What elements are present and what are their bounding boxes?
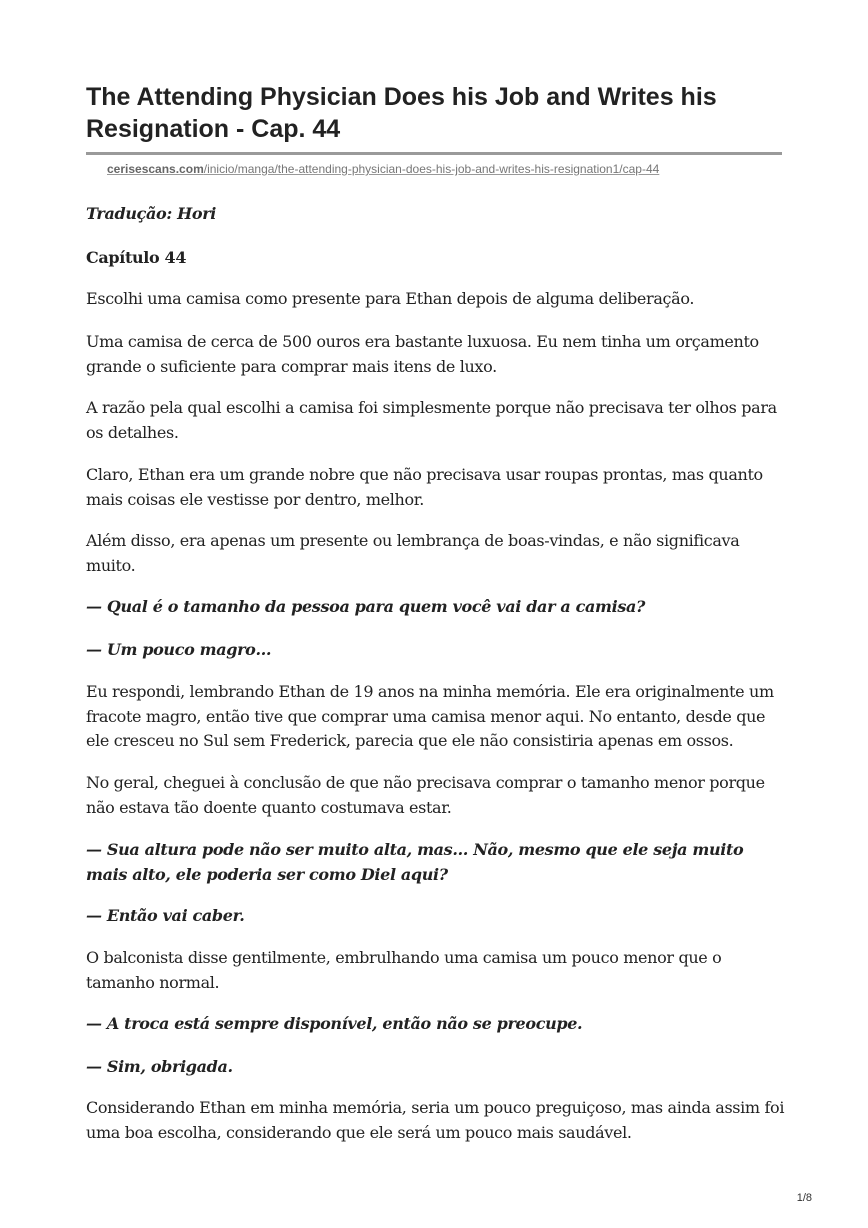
dialogue-line: — Qual é o tamanho da pessoa para quem você vai dar a camisa? — [86, 597, 646, 616]
page-number: 1/8 — [796, 1192, 812, 1204]
paragraph: No geral, cheguei à conclusão de que não precisava comprar o tamanho menor porque não estava tão doente quanto costumava estar. — [86, 773, 765, 817]
paragraph: O balconista disse gentilmente, embrulhando uma camisa um pouco menor que o tamanho normal. — [86, 948, 722, 992]
paragraph: Eu respondi, lembrando Ethan de 19 anos na minha memória. Ele era originalmente um fracote magro, então tive que comprar uma camisa menor aqui. No entanto, desde que ele cresceu no Sul sem Frederick, parecia que ele não consistiria apenas em ossos. — [86, 682, 774, 750]
source-url[interactable] — [107, 161, 659, 177]
paragraph: Claro, Ethan era um grande nobre que não precisava usar roupas prontas, mas quanto mais coisas ele vestisse por dentro, melhor. — [86, 465, 763, 509]
title-divider — [86, 152, 782, 155]
paragraph: Uma camisa de cerca de 500 ouros era bastante luxuosa. Eu nem tinha um orçamento grande o suficiente para comprar mais itens de luxo. — [86, 332, 759, 376]
translator-credit: Tradução: Hori — [86, 204, 217, 223]
dialogue-line: — Um pouco magro… — [86, 640, 272, 659]
dialogue-line: — Então vai caber. — [86, 906, 245, 925]
dialogue-line: — A troca está sempre disponível, então não se preocupe. — [86, 1014, 583, 1033]
source-domain[interactable]: cerisescans.com — [107, 162, 204, 176]
paragraph: Escolhi uma camisa como presente para Ethan depois de alguma deliberação. — [86, 289, 695, 308]
page-title: The Attending Physician Does his Job and Writes his Resignation - Cap. 44 — [86, 83, 717, 143]
dialogue-line: — Sua altura pode não ser muito alta, mas… Não, mesmo que ele seja muito mais alto, ele poderia ser como Diel aqui? — [86, 840, 744, 884]
dialogue-line: — Sim, obrigada. — [86, 1057, 233, 1076]
paragraph: A razão pela qual escolhi a camisa foi simplesmente porque não precisava ter olhos para os detalhes. — [86, 398, 777, 442]
paragraph: Considerando Ethan em minha memória, seria um pouco preguiçoso, mas ainda assim foi uma boa escolha, considerando que ele será um pouco mais saudável. — [86, 1098, 785, 1142]
paragraph: Além disso, era apenas um presente ou lembrança de boas-vindas, e não significava muito. — [86, 531, 740, 575]
source-path[interactable]: /inicio/manga/the-attending-physician-does-his-job-and-writes-his-resignation1/cap-44 — [203, 162, 660, 176]
chapter-heading: Capítulo 44 — [86, 248, 187, 267]
